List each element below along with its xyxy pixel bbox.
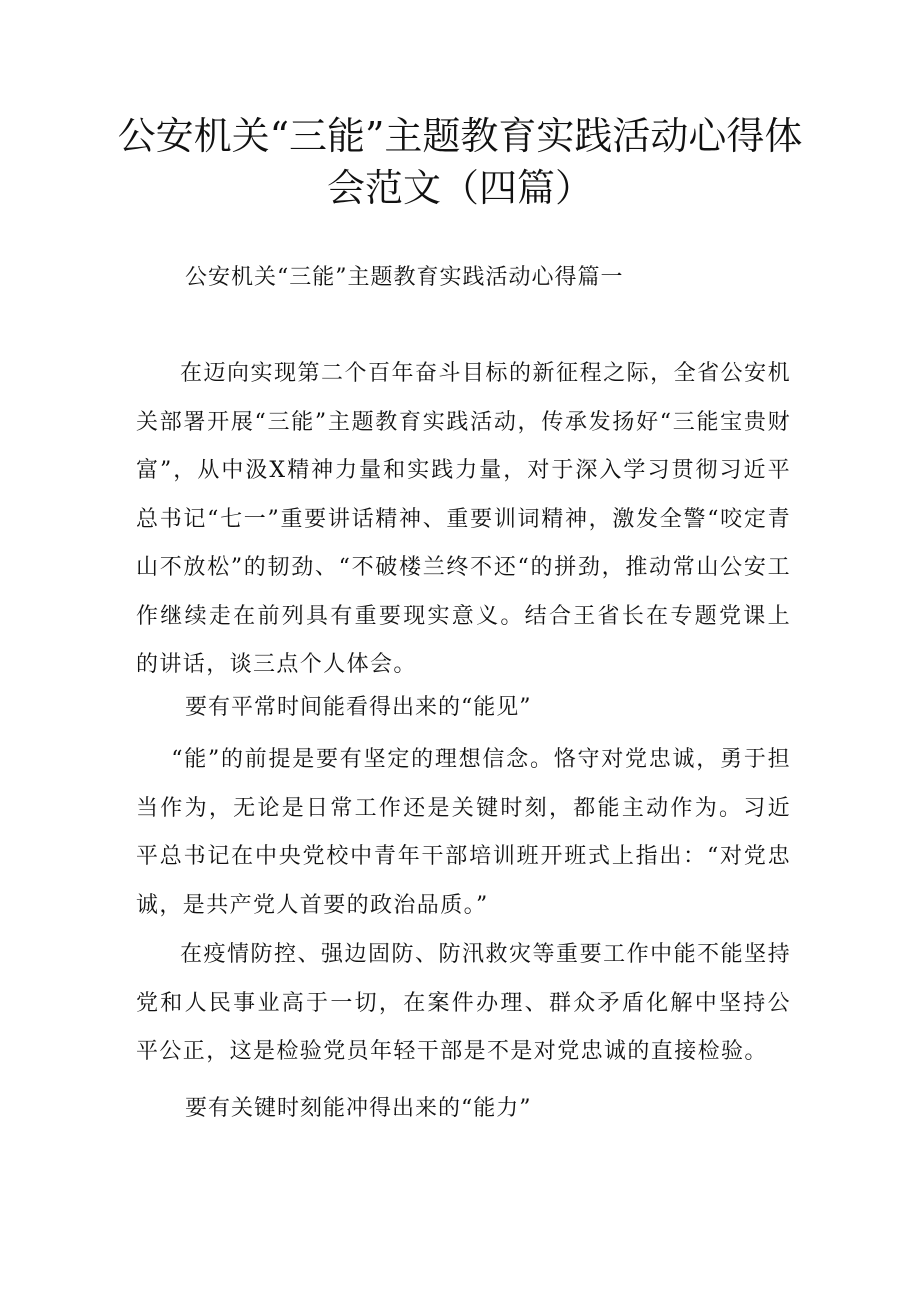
paragraph-loyalty: “能”的前提是要有坚定的理想信念。恪守对党忠诚，勇于担当作为，无论是日常工作还是关键时刻，都能主动作为。习近平总书记在中央党校中青年干部培训班开班式上指出：“对党忠诚，是共产党人首要的政治品质。”	[136, 747, 791, 918]
paragraph-intro: 在迈向实现第二个百年奋斗目标的新征程之际，全省公安机关部署开展“三能”主题教育实践活动，传承发扬好“三能宝贵财富”，从中汲X精神力量和实践力量，对于深入学习贯彻习近平总书记“七一”重要讲话精神、重要训词精神，激发全警“咬定青山不放松”的韧劲、“不破楼兰终不还“的拼劲，推动常山公安工作继续走在前列具有重要现实意义。结合王省长在专题党课上的讲话，谈三点个人体会。	[136, 361, 791, 677]
section-subtitle: 公安机关“三能”主题教育实践活动心得篇一	[185, 265, 624, 290]
paragraph-examination: 在疫情防控、强边固防、防汛救灾等重要工作中能不能坚持党和人民事业高于一切，在案件办理、群众矛盾化解中坚持公平公正，这是检验党员年轻干部是不是对党忠诚的直接检验。	[136, 942, 791, 1064]
heading-nengjian: 要有平常时间能看得出来的“能见”	[185, 695, 532, 720]
document-title: 公安机关“三能”主题教育实践活动心得体会范文（四篇）	[117, 114, 803, 210]
heading-nengli: 要有关键时刻能冲得出来的“能力”	[185, 1096, 532, 1121]
